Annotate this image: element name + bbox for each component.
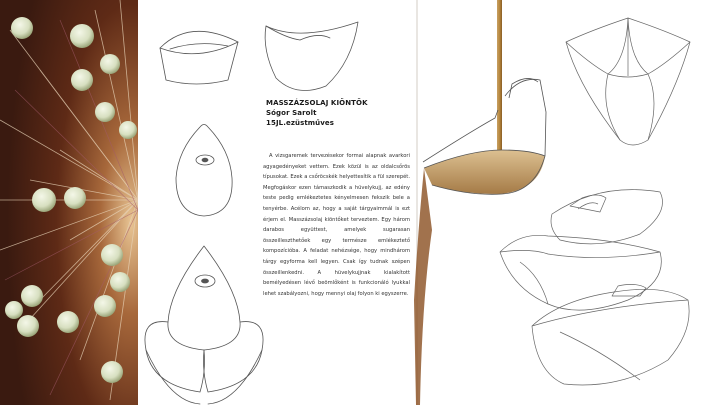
article-title: MASSZÁZSOLAJ KIÖNTŐK — [266, 99, 368, 107]
three-piece-top-view — [566, 18, 690, 145]
article-body: A vizsgaremek tervezésekor formai alapnak avarkori agyagedényeket vettem. Ezek közül is az oldalcsőrös típusokat. Ezek a csőröcskék helyettesítik a fül szerepét. Megfogáskor ezen támaszkodik a hüvelykujj, az edény teste pedig emlékeztetes kényelmesen fekszik bele a tenyérbe. Acélom az, hogy a saját tárgyaimmál is ezt érjem el. Masszázsolaj kiöntőket terveztem. Egy három darabos együttest, amelyek sugarasan összeilleszthetőek egy természe emlékeztető kompozícióba. A feladat nehézsége, hogy mindhárom tárgy egyforma kell legyen. Csak így tudnak szépen összeillenkedni. A hüvelykujjnak kialakított bemélyedésen lévő beömlőként is funkcionáló lyukkal lehet szabályozni, hogy mennyi olaj folyon ki egyszerre. — [263, 153, 410, 297]
pouring-oil-sketch — [414, 0, 546, 405]
article-author: Sógor Sarolt — [266, 109, 317, 117]
pourer-perspective-views — [500, 190, 689, 385]
article-course: 15JL.ezüstműves — [266, 119, 335, 127]
